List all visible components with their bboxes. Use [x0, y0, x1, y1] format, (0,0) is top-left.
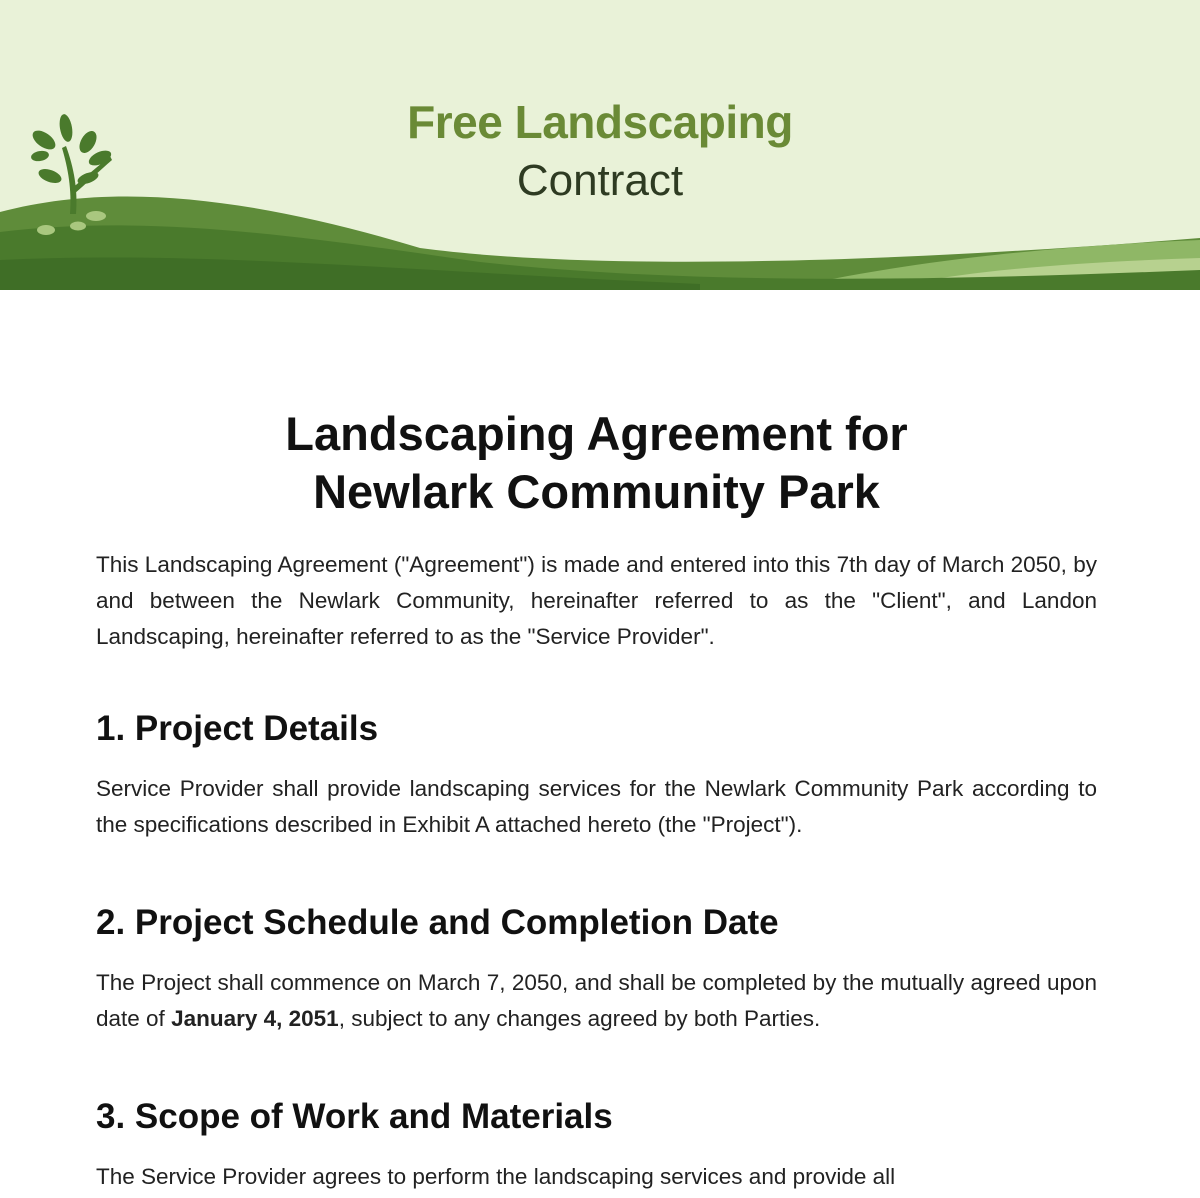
completion-date: January 4, 2051 — [171, 1006, 339, 1031]
banner-title: Free Landscaping — [407, 96, 793, 148]
section-body-project-details: Service Provider shall provide landscaping services for the Newlark Community Park according to the specifications described in Exhibit A attached hereto (the "Project"). — [96, 776, 1097, 837]
document-body — [96, 405, 1097, 1195]
section-body-scope-of-work: The Service Provider agrees to perform the landscaping services and provide all — [96, 1164, 896, 1189]
section-heading-project-details: 1. Project Details — [96, 709, 379, 748]
document-title-line2: Newlark Community Park — [313, 465, 880, 518]
intro-paragraph: This Landscaping Agreement ("Agreement") is made and entered into this 7th day of March 2050, by and between the Newlark Community, hereinafter referred to as the "Client", and Landon Landscaping, hereinafter referred to as the "Service Provider". — [96, 552, 1097, 649]
header-banner — [0, 0, 1200, 290]
section-heading-scope-of-work: 3. Scope of Work and Materials — [96, 1097, 613, 1136]
section-body-project-schedule — [96, 965, 1097, 1037]
banner-subtitle: Contract — [516, 156, 684, 205]
document-title — [96, 405, 1097, 521]
schedule-text-after: , subject to any changes agreed by both Parties. — [338, 1006, 821, 1031]
document-title-line1: Landscaping Agreement for — [285, 407, 908, 460]
section-heading-project-schedule: 2. Project Schedule and Completion Date — [96, 903, 779, 942]
schedule-text-before: The Project shall commence on March 7, 2050, and shall be completed by the mutually agreed upon date of — [96, 970, 1097, 1031]
